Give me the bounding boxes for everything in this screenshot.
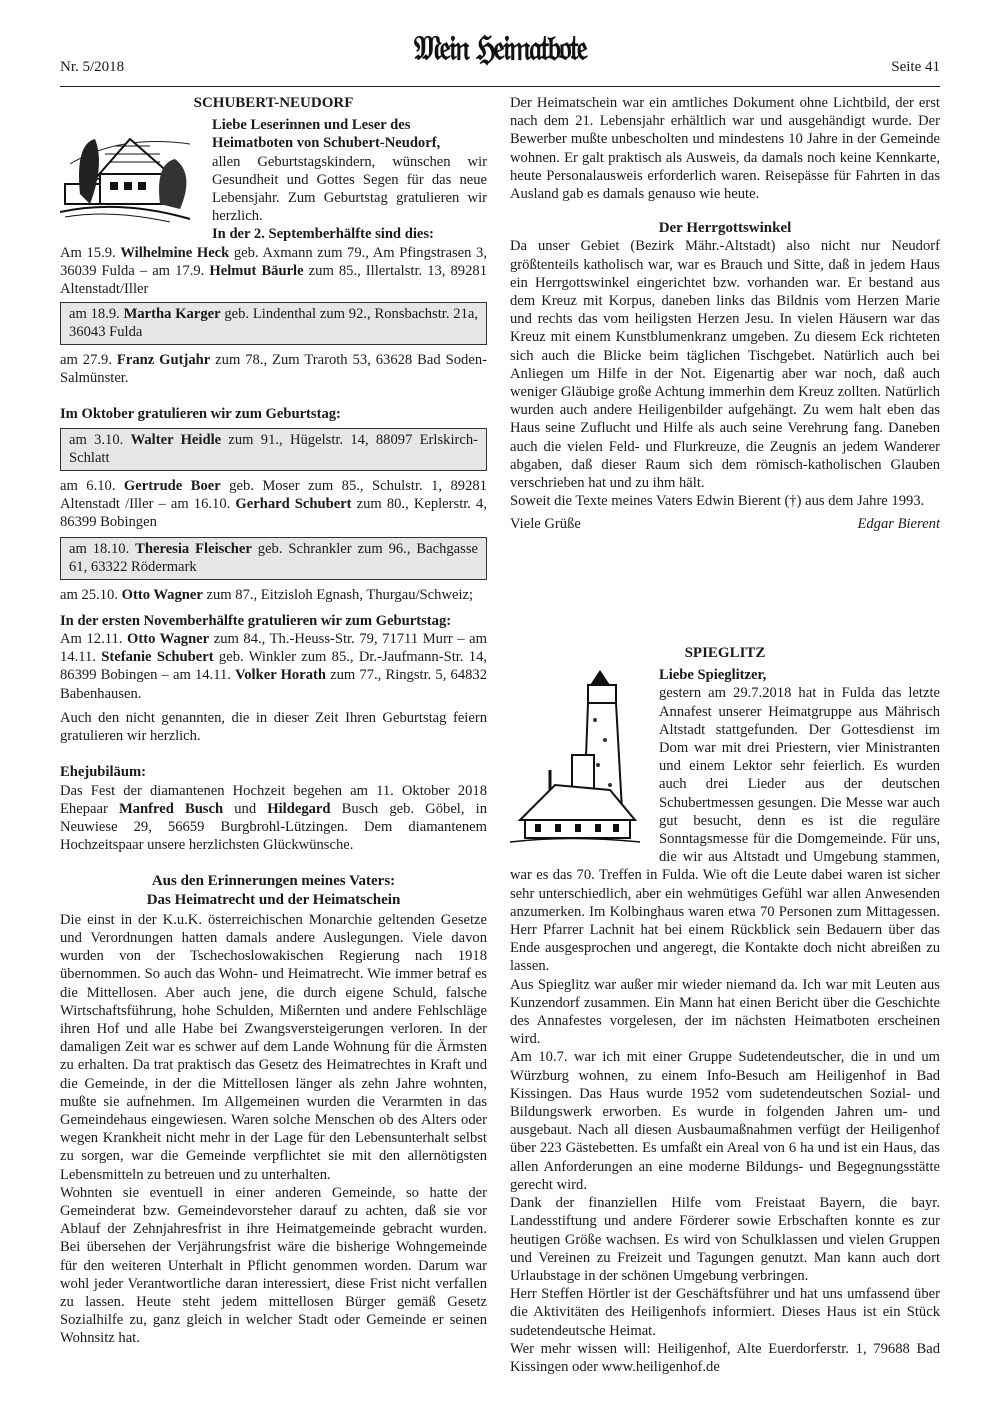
text-segment: am 18.9. xyxy=(69,306,124,323)
text-segment: geb. Schrankler zum 96., Bachgasse 61, 63322 Rödermark xyxy=(69,541,478,576)
text-segment: geb. Moser zum 85., Schulstr. 1, 89281 Altenstadt /Iller – am 16.10. xyxy=(60,477,487,512)
person-name: Otto Wagner xyxy=(127,631,210,648)
birthday-list-october xyxy=(60,477,487,532)
text-segment: Am 12.11. xyxy=(60,631,127,648)
text-segment: geb. Axmann zum 79., Am Pfingstrasen 3, 36039 Fulda – am 17.9. xyxy=(60,244,487,279)
highlight-box xyxy=(60,428,487,470)
greeting-spieglitz: Liebe Spieglitzer, xyxy=(659,667,767,684)
article-paragraph: Da unser Gebiet (Bezirk Mähr.-Altstadt) also nicht nur Neudorf größtenteils katholisch war, war es Brauch und Sitte, daß in jedem Haus ein Herrgottswinkel eingerichtet bzw. vorhanden war. Er bestand aus dem Kreuz mit Korpus, daneben links das Bildnis vom Herzen Marie und rechts das vom heiligsten Herzen Jesu. In vielen Häusern war das Kreuz mit einem Kunstblumenkranz umgeben. Zu diesem Eck richteten sich auch die Blicke beim täglichen Tischgebet. Natürlich auch bei Anliegen um Hilfe in der Not. Eigenartig aber war noch, daß auch weniger Gläubige große Achtung immerhin dem Kreuz zollten. Natürlich wurden auch andere Heiligenbilder aufgehängt. Zu wem halt eben das Haus seine Zuflucht und Hilfe als auch seine Verehrung fang. Daneben auch die vielen Feld- und Flurkreuze, die Zeugnis an jedem Wanderer abgaben, daß dieser Raum sich dem römisch-katholischen Glauben verschrieben hat und zu ihm hält. xyxy=(510,238,940,492)
text-segment: geb. Lindenthal zum 92., Ronsbachstr. 21a, 36043 Fulda xyxy=(69,306,478,341)
birthday-entry-karger xyxy=(69,305,478,341)
person-name: Hildegard xyxy=(267,800,331,817)
author-signature: Edgar Bierent xyxy=(857,516,940,533)
greeting-schubert: Liebe Leserinnen und Leser des Heimatboten von Schubert-Neudorf, xyxy=(212,117,441,152)
article-paragraph: Der Heimatschein war ein amtliches Dokument ohne Lichtbild, der erst nach dem 21. Lebensjahr erhältlich war und ausgehändigt wurde. Der Bewerber mußte unbescholten und mindestens 10 Jahre in der Gemeinde wohnen. Er galt praktisch als Ausweis, da damals noch keine Kennkarte, heute Personalausweis erforderlich waren. Reisepässe für Fahrten in das Ausland gab es damals genauso wie heute. xyxy=(510,95,940,203)
october-heading: Im Oktober gratulieren wir zum Geburtstag: xyxy=(60,406,341,423)
subheading-herrgottswinkel: Der Herrgottswinkel xyxy=(658,220,792,237)
article-source-note: Soweit die Texte meines Vaters Edwin Bierent (†) aus dem Jahre 1993. xyxy=(510,493,925,510)
article-paragraph: Herr Steffen Hörtler ist der Geschäftsführer und hat uns umfassend über die Aktivitäten des Heiligenhofs informiert. Dieses Haus ist ein Stück sudetendeutsche Heimat. xyxy=(510,1286,940,1339)
highlight-box xyxy=(60,537,487,579)
masthead-logo: 𝔐𝔢𝔦𝔫 ℌ𝔢𝔦𝔪𝔞𝔱𝔟𝔬𝔱𝔢 xyxy=(414,28,586,69)
text-segment: am 25.10. xyxy=(60,586,122,603)
article-paragraph: Am 10.7. war ich mit einer Gruppe Sudetendeutscher, die in und um Würzburg wohnen, zu einem Info-Besuch am Heiligenhof in Bad Kissingen. Das Haus wurde 1952 vom sudetendeutschen Sozial- und Bildungswerk erworben. Es wurde in folgenden Jahren um- und ausgebaut. Nach all diesen Ausbaumaßnahmen verfügt der Heiligenhof über 223 Gästebetten. Es umfaßt ein Areal von 6 ha und ist ein Haus, das allen Anforderungen an eine moderne Bildungs- und Begegnungsstätte gerecht wird. xyxy=(510,1049,940,1193)
article-paragraph: Aus Spieglitz war außer mir wieder niemand da. Ich war mit Leuten aus Kunzendorf zusammen. Ein Mann hat einen Bericht über die Geschichte des Annafestes vorgelesen, der im nächsten Heimatboten erscheinen wird. xyxy=(510,976,940,1048)
birthday-entry-fleischer xyxy=(69,540,478,576)
closing-greeting: Auch den nicht genannten, die in dieser Zeit Ihren Geburtstag feiern gratulieren wir herzlich. xyxy=(60,709,487,745)
article-paragraph: Die einst in der K.u.K. österreichischen Monarchie geltenden Gesetze und Verordnungen hatten damals andere Auslegungen. Viele davon wurden von der Tschechoslowakischen Regierung nach 1918 übernommen. So auch das Wohn- und Heimatrecht. Wie immer betraf es die Mittellosen. Aber auch jene, die durch eigene Schuld, falsche Wirtschaftsführung, hohe Schulden, Mißernten und andere Fehlschläge ihren Hof und alle Habe bei Zwangsversteigerungen verloren. In der damaligen Zeit war es schwer auf dem Lande Wohnung für die Ärmsten zu erhalten. Da trat praktisch das Gesetz des Heimatrechtes in Kraft und die Gemeinde, in der die Mittellosen länger als zehn Jahre wohnten, mußte sie aufnehmen. Im Allgemeinen wurden die Verarmten in das Gemeindehaus eingewiesen. Waren solche Menschen ob des Alters oder wegen Krankheit nicht mehr in der Lage für den Lebensunterhalt selbst zu sorgen, war die Gemeinde verpflichtet sie mit den allernötigsten Lebensmitteln zu betreuen und zu unterhalten. xyxy=(60,911,487,1183)
november-heading: In der ersten Novemberhälfte gratulieren wir zum Geburtstag: xyxy=(60,612,452,629)
section-title-schubert-neudorf: SCHUBERT-NEUDORF xyxy=(193,95,354,111)
text-segment: am 6.10. xyxy=(60,477,124,494)
text-segment: Busch geb. Göbel, in Neuwiese 29, 56659 Burgbrohl-Lützingen. Dem diamantenem Hochzeitspaar unsere herzlichsten Glückwünsche. xyxy=(60,800,487,854)
text-segment: und xyxy=(223,800,268,817)
text-segment: am 27.9. xyxy=(60,351,117,368)
person-name: Helmut Bäurle xyxy=(209,262,304,279)
left-column xyxy=(60,94,487,1348)
person-name: Theresia Fleischer xyxy=(135,541,252,558)
text-segment: Das Fest der diamantenen Hochzeit begehen am 11. Oktober 2018 Ehepaar xyxy=(60,782,487,817)
text-segment: am 3.10. xyxy=(69,432,131,449)
contact-info: Wer mehr wissen will: Heiligenhof, Alte Euerdorferstr. 1, 79688 Bad Kissingen oder www.heiligenhof.de xyxy=(510,1340,940,1375)
article-title-line1: Aus den Erinnerungen meines Vaters: xyxy=(151,873,396,890)
text-segment: geb. Winkler zum 85., Dr.-Jaufmann-Str. 14, 86399 Bobingen – am 14.11. xyxy=(60,649,488,684)
birthday-entry-wagner xyxy=(60,586,487,604)
article-paragraph: Wohnten sie eventuell in einer anderen Gemeinde, so hatte der Gemeinderat bzw. Gemeindevorsteher darauf zu achten, daß sie vor Ablauf der Zehnjahresfrist in ihre Heimatgemeinde gebracht wurden. Bei übersehen der Verjährungsfrist wäre die bisherige Wohngemeinde für den weiteren Unterhalt in Pflicht genommen worden. Darum war wohl jeder Verantwortliche daran interessiert, diese Frist nicht verfallen zu lassen. Heute steht jedem mittellosen Bürger gemäß Gesetz Sozialhilfe zu, ganz gleich in welcher Stadt oder Gemeinde er seinen Wohnsitz hat. xyxy=(60,1184,487,1347)
text-segment: zum 77., Ringstr. 5, 64832 Babenhausen. xyxy=(60,667,488,702)
birthday-entry-gutjahr xyxy=(60,351,487,387)
issue-number: Nr. 5/2018 xyxy=(60,59,125,75)
text-segment: Am 15.9. xyxy=(60,244,121,261)
jubilee-heading: Ehejubiläum: xyxy=(60,764,146,781)
text-segment: zum 84., Th.-Heuss-Str. 79, 71711 Murr – am 14.11. xyxy=(60,631,487,666)
article-paragraph: Dank der finanziellen Hilfe vom Freistaat Bayern, die bayr. Landesstiftung und andere Förderer sowie Erbschaften konnte es zur heutigen Größe wachsen. Es wird von Schulklassen und vielen Gruppen und Vereinen zu Freizeit und Tagungen genutzt. Man kann auch dort Urlaubstage in der schönen Umgebung verbringen. xyxy=(510,1195,940,1284)
person-name: Manfred Busch xyxy=(118,800,224,817)
person-name: Franz Gutjahr xyxy=(116,351,211,368)
person-name: Stefanie Schubert xyxy=(101,649,214,666)
right-column xyxy=(510,94,940,1376)
page-number: Seite 41 xyxy=(891,59,940,75)
header-rule xyxy=(60,86,940,87)
highlight-box xyxy=(60,302,487,344)
person-name: Gertrude Boer xyxy=(123,477,221,494)
text-segment: zum 85., Illertalstr. 13, 89281 Altenstadt/Iller xyxy=(60,262,487,298)
article-title-line2: Das Heimatrecht und der Heimatschein xyxy=(146,891,401,908)
section-title-spieglitz: SPIEGLITZ xyxy=(684,645,766,661)
text-segment: zum 80., Keplerstr. 4, 86399 Bobingen xyxy=(60,495,487,531)
person-name: Volker Horath xyxy=(235,667,326,684)
person-name: Wilhelmine Heck xyxy=(120,244,230,261)
person-name: Gerhard Schubert xyxy=(235,495,352,512)
jubilee-text xyxy=(60,782,487,855)
person-name: Walter Heidle xyxy=(130,432,222,449)
regards: Viele Grüße xyxy=(510,516,581,533)
person-name: Otto Wagner xyxy=(121,586,203,603)
birthday-entry-heidle xyxy=(69,431,478,467)
text-segment: am 18.10. xyxy=(69,541,136,558)
tower-illustration xyxy=(510,670,645,845)
text-segment: zum 87., Eitzisloh Egnash, Thurgau/Schweiz; xyxy=(202,586,474,603)
intro-text: allen Geburtstagskindern, wünschen wir Gesundheit und Gottes Segen für das neue Lebensjahr. Zum Geburtstag gratulieren wir herzlich. xyxy=(212,153,487,225)
article-continuation xyxy=(510,94,940,634)
birthday-list-november xyxy=(60,630,487,703)
september-heading: In der 2. Septemberhälfte sind dies: xyxy=(212,226,434,243)
text-segment: 70. Treffen in Fulda. Wie oft die Leute dabei waren ist sicher sehr unterschiedlich, aber ein wehmütiges Gefühl war allen Anwesenden anzumerken. Im Kolbinghaus waren etwa 70 Personen zum Mittagessen. Herr Pfarrer Lachnit hat bei einem Rückblick sein Bedauern über das Ende ausgesprochen und angeregt, die Kontakte doch nicht abreißen zu lassen. xyxy=(510,867,940,975)
text-segment: gestern am 29.7.2018 hat in Fulda das letzte Annafest unserer Heimatgruppe aus Mährisch Altstadt stattgefunden. Der Gottesdienst im Dom war mit drei Priestern, vier Ministranten und einem Lektor sehr feierlich. Es wurden auch drei Lieder aus der deutschen Schubertmessen gesungen. Die Messe war auch gut besucht, denn es ist die reguläre Sonntagsmesse für die Domgemeinde. Für uns, die wir aus Altstadt und Umgebung stammen, war es das xyxy=(510,685,940,884)
text-segment: zum 78., Zum Traroth 53, 63628 Bad Soden-Salmünster. xyxy=(60,351,487,386)
birthday-list-september xyxy=(60,244,487,299)
house-illustration xyxy=(60,124,200,224)
person-name: Martha Karger xyxy=(123,306,221,323)
text-segment: zum 91., Hügelstr. 14, 88097 Erlskirch-Schlatt xyxy=(69,432,479,467)
